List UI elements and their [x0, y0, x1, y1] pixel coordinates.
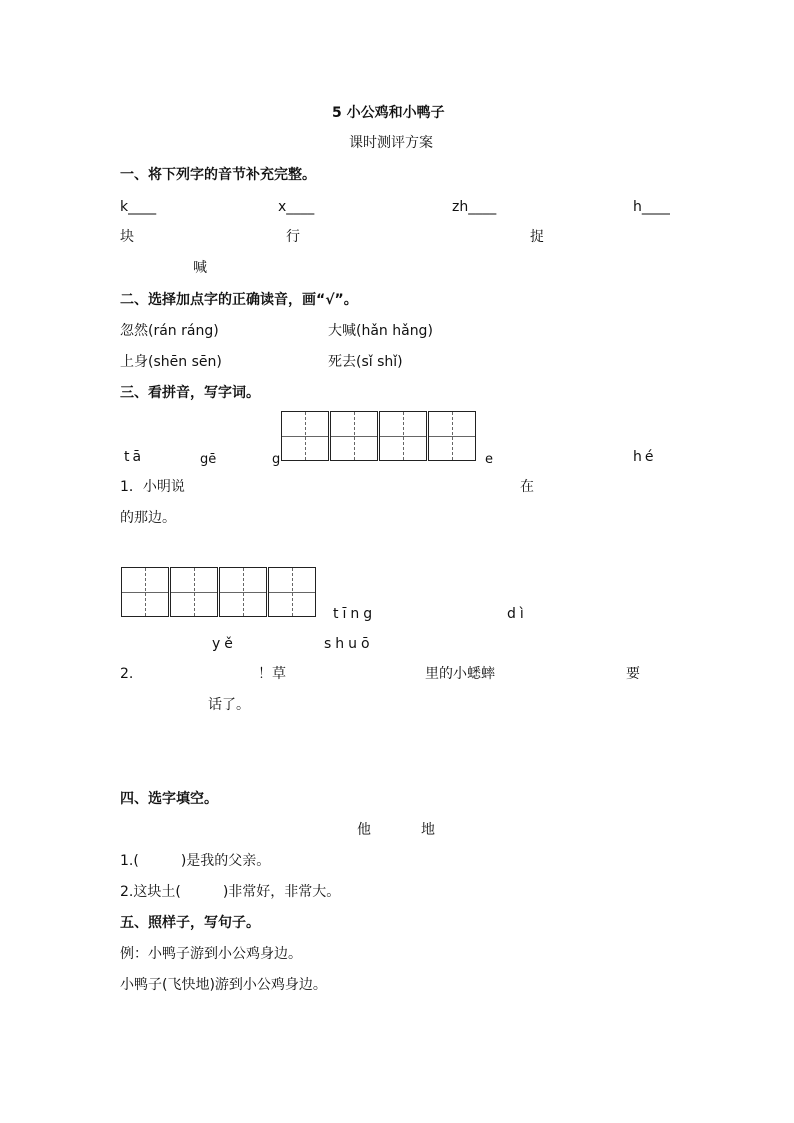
reading-choice-2[interactable]: 大喊(hǎn hǎng) — [328, 323, 433, 339]
writing-cell[interactable] — [281, 411, 329, 461]
fill-item-1[interactable]: 1.( )是我的父亲。 — [120, 853, 271, 869]
section-4-heading: 四、选字填空。 — [120, 791, 218, 807]
writing-grid-1[interactable] — [281, 411, 477, 461]
reading-choice-4[interactable]: 死去(sǐ shǐ) — [328, 354, 403, 370]
pinyin-blank-4[interactable]: h____ — [633, 199, 670, 215]
character-2: 行 — [286, 229, 300, 245]
sentence-1-middle: 在 — [520, 479, 534, 495]
writing-cell[interactable] — [428, 411, 476, 461]
writing-cell[interactable] — [170, 567, 218, 617]
sentence-2-part-a: ！草 — [258, 666, 286, 682]
pinyin-ting: tīng — [333, 606, 377, 622]
pinyin-blank-1[interactable]: k____ — [120, 199, 157, 215]
page-title: 5 小公鸡和小鸭子 — [332, 105, 445, 121]
section-3-heading: 三、看拼音，写字词。 — [120, 385, 260, 401]
writing-cell[interactable] — [330, 411, 378, 461]
page-subtitle: 课时测评方案 — [349, 135, 433, 151]
writing-cell[interactable] — [121, 567, 169, 617]
sentence-2-part-b: 里的小蟋蟀 — [425, 666, 495, 682]
pinyin-shuo: shuō — [324, 636, 374, 652]
writing-cell[interactable] — [219, 567, 267, 617]
sentence-2-end: 话了。 — [208, 697, 250, 713]
pinyin-he: hé — [633, 449, 657, 465]
pinyin-blank-2[interactable]: x____ — [278, 199, 315, 215]
character-3: 捉 — [530, 229, 544, 245]
pinyin-ge: gē — [200, 452, 217, 467]
character-4: 喊 — [193, 260, 207, 276]
section-5-heading: 五、照样子，写句子。 — [120, 915, 260, 931]
character-1: 块 — [120, 229, 134, 245]
option-ta: 他 — [357, 822, 371, 838]
section-2-heading: 二、选择加点字的正确读音，画“√”。 — [120, 292, 358, 308]
pinyin-blank-3[interactable]: zh____ — [452, 199, 497, 215]
pinyin-di: dì — [507, 606, 528, 622]
writing-grid-2[interactable] — [121, 567, 317, 617]
sentence-1-end: 的那边。 — [120, 510, 176, 526]
section-1-heading: 一、将下列字的音节补充完整。 — [120, 167, 316, 183]
sample-sentence: 小鸭子(飞快地)游到小公鸡身边。 — [120, 977, 327, 993]
reading-choice-3[interactable]: 上身(shēn sēn) — [120, 354, 222, 370]
pinyin-g: g — [272, 452, 281, 467]
writing-cell[interactable] — [379, 411, 427, 461]
pinyin-e: e — [485, 452, 493, 467]
sentence-1-start: 1．小明说 — [120, 479, 185, 495]
option-di: 地 — [421, 822, 435, 838]
pinyin-ta: tā — [124, 449, 145, 465]
fill-item-2[interactable]: 2.这块土( )非常好，非常大。 — [120, 884, 341, 900]
sentence-2-part-c: 要 — [626, 666, 640, 682]
sentence-2-number: 2. — [120, 666, 134, 682]
reading-choice-1[interactable]: 忽然(rán ráng) — [120, 323, 219, 339]
writing-cell[interactable] — [268, 567, 316, 617]
example-sentence: 例：小鸭子游到小公鸡身边。 — [120, 946, 302, 962]
pinyin-ye: yě — [212, 636, 237, 652]
